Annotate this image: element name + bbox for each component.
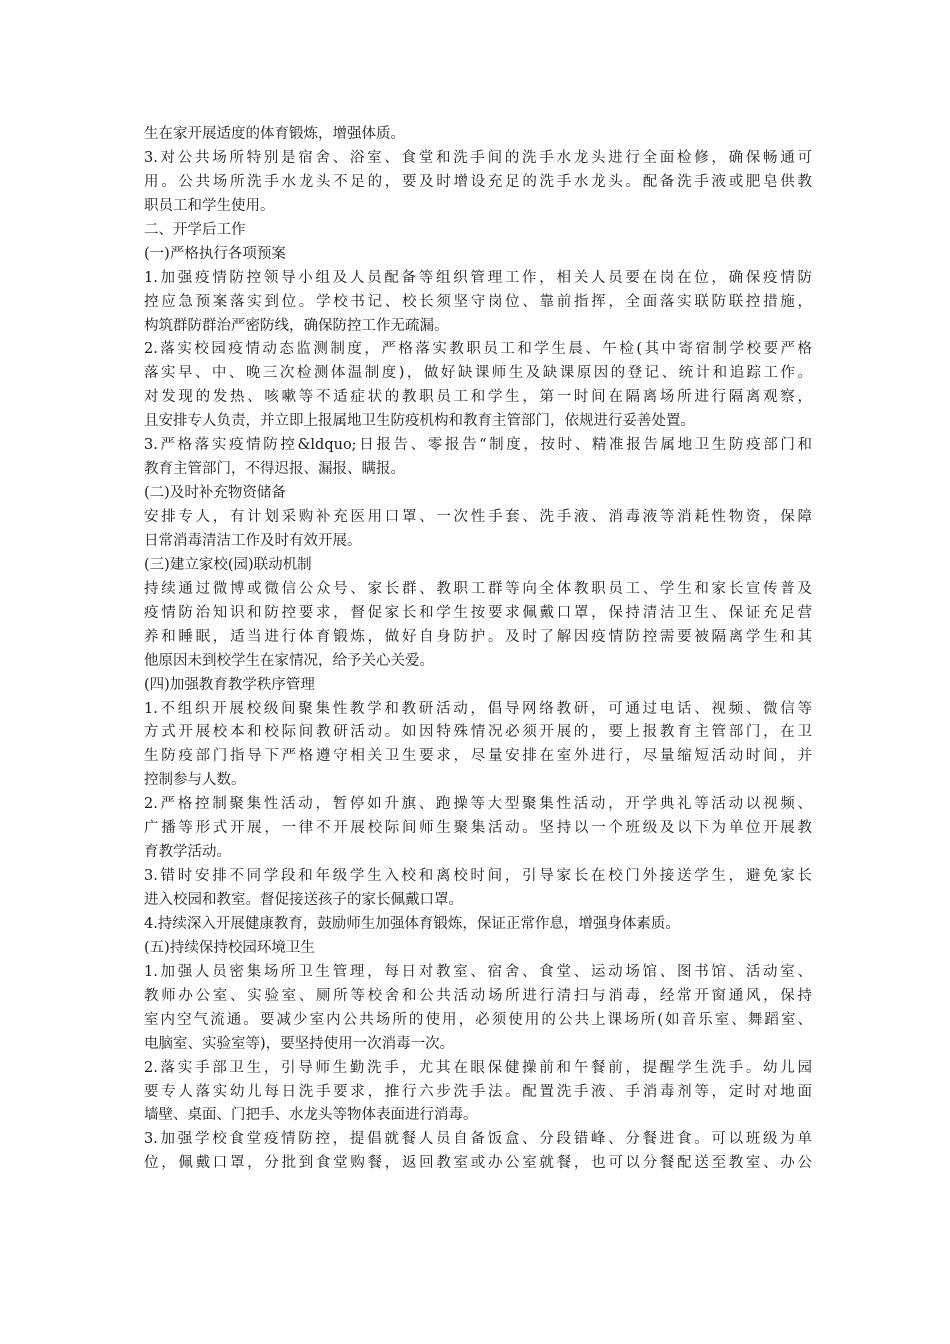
text-line: 3.对公共场所特别是宿舍、浴室、食堂和洗手间的洗手水龙头进行全面检修，确保畅通可 xyxy=(144,149,812,166)
text-line: 室内空气流通。要减少室内公共场所的使用，必须使用的公共上课场所(如音乐室、舞蹈室、 xyxy=(144,1011,812,1028)
text-line: 疫情防治知识和防控要求，督促家长和学生按要求佩戴口罩，保持清洁卫生、保证充足营 xyxy=(144,604,812,621)
text-line: 持续通过微博或微信公众号、家长群、教职工群等向全体教职员工、学生和家长宣传普及 xyxy=(144,580,812,597)
text-line: (四)加强教育教学秩序管理 xyxy=(144,676,315,693)
text-line: 1.加强疫情防控领导小组及人员配备等组织管理工作，相关人员要在岗在位，确保疫情防 xyxy=(144,269,812,286)
document-body xyxy=(144,123,812,1176)
text-line: 位，佩戴口罩，分批到食堂购餐，返回教室或办公室就餐，也可以分餐配送至教室、办公 xyxy=(144,1155,812,1172)
text-line: 电脑室、实验室等)，要坚持使用一次消毒一次。 xyxy=(144,1035,455,1052)
text-line: 育教学活动。 xyxy=(144,844,231,861)
text-line: 墙壁、桌面、门把手、水龙头等物体表面进行消毒。 xyxy=(144,1107,478,1124)
text-line: 教师办公室、实验室、厕所等校舍和公共活动场所进行清扫与消毒，经常开窗通风，保持 xyxy=(144,987,812,1004)
text-line: 进入校园和教室。督促接送孩子的家长佩戴口罩。 xyxy=(144,892,463,908)
text-line: 3.严格落实疫情防控&ldquo;日报告、零报告“制度，按时、精准报告属地卫生防疫部门和 xyxy=(144,437,812,454)
text-line: (一)严格执行各项预案 xyxy=(144,245,286,262)
text-line: 控应急预案落实到位。学校书记、校长须坚守岗位、靠前指挥，全面落实联防联控措施， xyxy=(144,293,812,310)
text-line: 二、开学后工作 xyxy=(144,221,246,238)
text-line: 2.落实手部卫生，引导师生勤洗手，尤其在眼保健操前和午餐前，提醒学生洗手。幼儿园 xyxy=(144,1059,812,1076)
text-line: 他原因未到校学生在家情况，给予关心关爱。 xyxy=(144,652,434,669)
text-line: (五)持续保持校园环境卫生 xyxy=(144,939,315,956)
text-line: 落实早、中、晚三次检测体温制度)，做好缺课师生及缺课原因的登记、统计和追踪工作。 xyxy=(144,365,812,382)
text-line: 广播等形式开展，一律不开展校际间师生聚集活动。坚持以一个班级及以下为单位开展教 xyxy=(144,820,812,837)
text-line: 职员工和学生使用。 xyxy=(144,197,275,214)
text-line: 4.持续深入开展健康教育，鼓励师生加强体育锻炼，保证正常作息，增强身体素质。 xyxy=(144,915,680,932)
text-line: 3.错时安排不同学段和年级学生入校和离校时间，引导家长在校门外接送学生，避免家长 xyxy=(144,868,812,885)
text-line: (二)及时补充物资储备 xyxy=(144,485,286,502)
text-line: 日常消毒清洁工作及时有效开展。 xyxy=(144,532,362,549)
text-line: 1.不组织开展校级间聚集性教学和教研活动，倡导网络教研，可通过电话、视频、微信等 xyxy=(144,700,812,717)
text-line: 控制参与人数。 xyxy=(144,772,246,789)
text-line: 生防疫部门指导下严格遵守相关卫生要求，尽量安排在室外进行，尽量缩短活动时间，并 xyxy=(144,748,812,765)
text-line: 生在家开展适度的体育锻炼，增强体质。 xyxy=(144,126,405,142)
text-line: 安排专人，有计划采购补充医用口罩、一次性手套、洗手液、消毒液等消耗性物资，保障 xyxy=(144,509,812,525)
text-line: 3.加强学校食堂疫情防控，提倡就餐人员自备饭盒、分段错峰、分餐进食。可以班级为单 xyxy=(144,1131,812,1148)
text-line: 养和睡眠，适当进行体育锻炼，做好自身防护。及时了解因疫情防控需要被隔离学生和其 xyxy=(144,628,812,645)
text-line: 方式开展校本和校际间教研活动。如因特殊情况必须开展的，要上报教育主管部门，在卫 xyxy=(144,724,812,741)
text-line: 教育主管部门，不得迟报、漏报、瞒报。 xyxy=(144,461,405,478)
text-line: (三)建立家校(园)联动机制 xyxy=(144,556,312,573)
text-line: 1.加强人员密集场所卫生管理，每日对教室、宿舍、食堂、运动场馆、图书馆、活动室、 xyxy=(144,963,812,980)
text-line: 2.落实校园疫情动态监测制度，严格落实教职员工和学生晨、午检(其中寄宿制学校要严格 xyxy=(144,341,812,358)
text-line: 对发现的发热、咳嗽等不适症状的教职员工和学生，第一时间在隔离场所进行隔离观察， xyxy=(144,389,812,406)
text-line: 要专人落实幼儿每日洗手要求，推行六步洗手法。配置洗手液、手消毒剂等，定时对地面 xyxy=(144,1083,812,1100)
text-line: 用。公共场所洗手水龙头不足的，要及时增设充足的洗手水龙头。配备洗手液或肥皂供教 xyxy=(144,173,812,190)
text-line: 构筑群防群治严密防线，确保防控工作无疏漏。 xyxy=(144,317,449,334)
text-line: 2.严格控制聚集性活动，暂停如升旗、跑操等大型聚集性活动，开学典礼等活动以视频、 xyxy=(144,796,812,813)
text-line: 且安排专人负责，并立即上报属地卫生防疫机构和教育主管部门，依规进行妥善处置。 xyxy=(144,413,695,430)
